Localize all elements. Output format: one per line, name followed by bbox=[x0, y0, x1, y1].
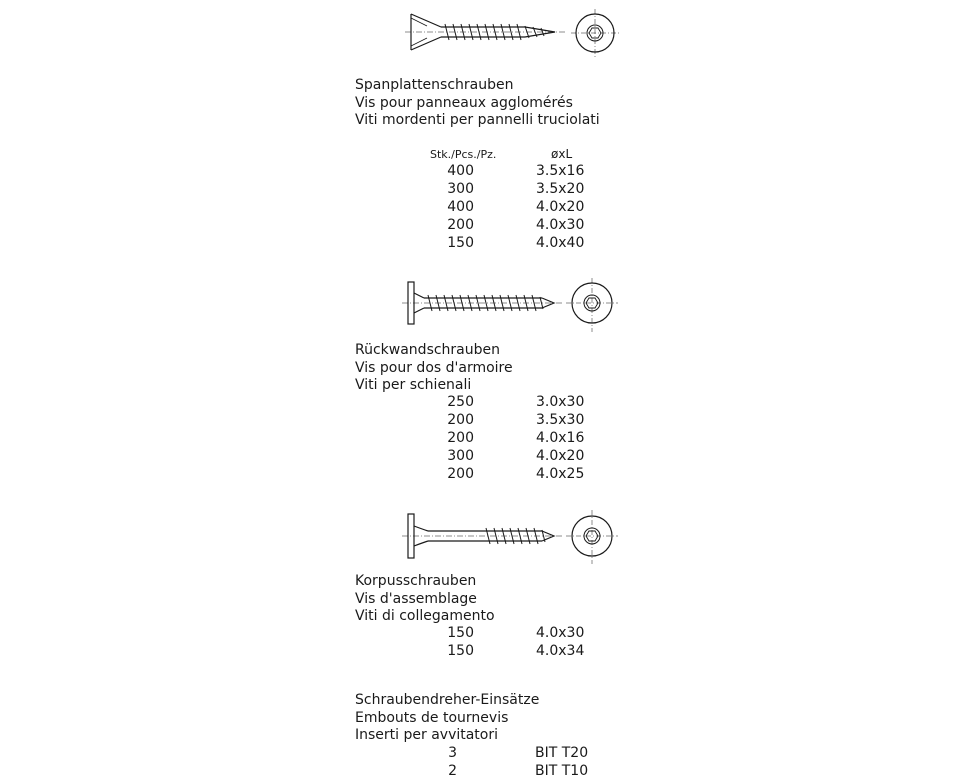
section-4-titles bbox=[355, 692, 539, 745]
title-de: Rückwandschrauben bbox=[355, 342, 501, 358]
size-cell: 4.0x34 bbox=[536, 643, 585, 659]
qty-cell: 400 bbox=[447, 199, 474, 215]
qty-cell: 200 bbox=[447, 466, 474, 482]
qty-cell: 2 bbox=[448, 763, 457, 779]
title-fr: Vis d'assemblage bbox=[355, 590, 477, 607]
size-cell: BIT T10 bbox=[535, 763, 589, 779]
size-cell: 4.0x40 bbox=[536, 235, 585, 251]
size-cell: 4.0x30 bbox=[536, 625, 585, 641]
title-fr: Vis pour dos d'armoire bbox=[355, 359, 513, 376]
title-fr: Embouts de tournevis bbox=[355, 709, 509, 726]
section-2-titles bbox=[355, 342, 513, 395]
back-panel-screw-icon bbox=[402, 278, 622, 332]
size-cell: 4.0x25 bbox=[536, 466, 585, 482]
qty-cell: 3 bbox=[448, 745, 457, 761]
size-cell: 4.0x30 bbox=[536, 217, 585, 233]
size-cell: BIT T20 bbox=[535, 745, 589, 761]
title-fr: Vis pour panneaux agglomérés bbox=[355, 94, 573, 111]
title-it: Viti per schienali bbox=[355, 377, 472, 393]
size-cell: 3.5x30 bbox=[536, 412, 585, 428]
qty-cell: 300 bbox=[447, 448, 474, 464]
title-de: Schraubendreher-Einsätze bbox=[355, 692, 540, 708]
title-it: Viti di collegamento bbox=[355, 608, 495, 624]
column-header-size: øxL bbox=[551, 147, 573, 161]
size-cell: 3.0x30 bbox=[536, 394, 585, 410]
size-cell: 4.0x20 bbox=[536, 199, 585, 215]
qty-cell: 300 bbox=[447, 181, 474, 197]
size-cell: 4.0x16 bbox=[536, 430, 585, 446]
qty-cell: 150 bbox=[447, 625, 474, 641]
countersunk-chipboard-screw-icon bbox=[405, 8, 620, 58]
size-cell: 4.0x20 bbox=[536, 448, 585, 464]
size-cell: 3.5x20 bbox=[536, 181, 585, 197]
qty-cell: 200 bbox=[447, 430, 474, 446]
qty-cell: 200 bbox=[447, 217, 474, 233]
qty-cell: 150 bbox=[447, 643, 474, 659]
section-1-titles bbox=[355, 77, 600, 130]
title-it: Viti mordenti per pannelli truciolati bbox=[355, 112, 600, 128]
title-de: Spanplattenschrauben bbox=[355, 77, 514, 93]
title-it: Inserti per avvitatori bbox=[355, 727, 499, 743]
column-header-qty: Stk./Pcs./Pz. bbox=[430, 148, 497, 161]
title-de: Korpusschrauben bbox=[355, 573, 477, 589]
qty-cell: 200 bbox=[447, 412, 474, 428]
size-cell: 3.5x16 bbox=[536, 163, 585, 179]
cabinet-screw-icon bbox=[402, 510, 622, 564]
section-3-titles bbox=[355, 573, 495, 626]
qty-cell: 150 bbox=[447, 235, 474, 251]
qty-cell: 250 bbox=[447, 394, 474, 410]
qty-cell: 400 bbox=[447, 163, 474, 179]
